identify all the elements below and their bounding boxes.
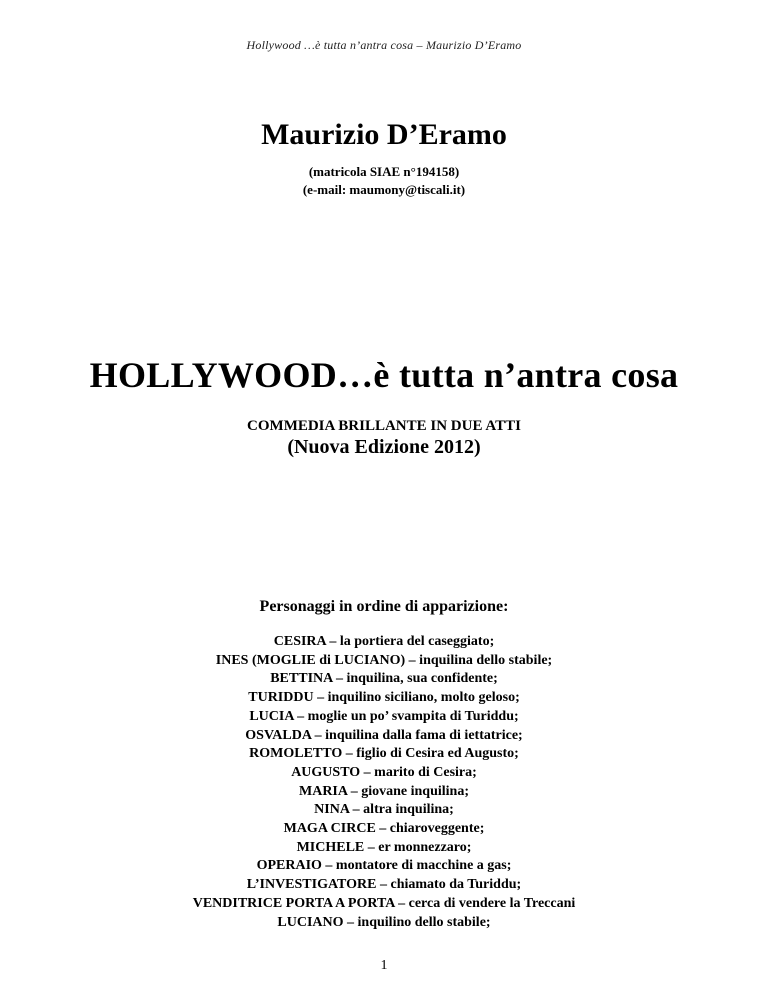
cast-item-augusto: AUGUSTO – marito di Cesira; <box>291 764 477 780</box>
cast-item-maria: MARIA – giovane inquilina; <box>299 783 469 799</box>
running-header: Hollywood …è tutta n’antra cosa – Maurizio D’Eramo <box>246 38 522 52</box>
cast-list <box>0 633 768 932</box>
author-email: (e-mail: maumony@tiscali.it) <box>302 182 466 197</box>
cast-item-michele: MICHELE – er monnezzaro; <box>296 839 472 855</box>
play-title: HOLLYWOOD…è tutta n’antra cosa <box>89 355 679 395</box>
cast-item-venditrice: VENDITRICE PORTA A PORTA – cerca di vendere la Treccani <box>192 895 576 911</box>
cast-item-investigatore: L’INVESTIGATORE – chiamato da Turiddu; <box>246 877 522 893</box>
cast-item-bettina: BETTINA – inquilina, sua confidente; <box>270 671 498 687</box>
cast-heading: Personaggi in ordine di apparizione: <box>259 598 509 615</box>
cast-item-lucia: LUCIA – moglie un po’ svampita di Turiddu; <box>249 708 519 724</box>
cast-item-cesira: CESIRA – la portiera del caseggiato; <box>273 634 495 649</box>
cast-item-turiddu: TURIDDU – inquilino siciliano, molto geloso; <box>248 690 520 706</box>
cast-item-luciano: LUCIANO – inquilino dello stabile; <box>277 914 491 930</box>
cast-item-operaio: OPERAIO – montatore di macchine a gas; <box>256 858 512 874</box>
cast-item-osvalda: OSVALDA – inquilina dalla fama di iettatrice; <box>245 727 523 743</box>
page-number: 1 <box>380 958 388 973</box>
play-edition: (Nuova Edizione 2012) <box>287 436 481 458</box>
cast-item-maga-circe: MAGA CIRCE – chiaroveggente; <box>283 821 485 837</box>
cast-item-romoletto: ROMOLETTO – figlio di Cesira ed Augusto; <box>249 746 519 762</box>
cast-item-ines: INES (MOGLIE di LUCIANO) – inquilina dello stabile; <box>215 652 553 668</box>
cast-item-nina: NINA – altra inquilina; <box>314 802 454 818</box>
author-name: Maurizio D’Eramo <box>261 118 507 151</box>
siae-registration: (matricola SIAE n°194158) <box>308 164 460 179</box>
play-genre: COMMEDIA BRILLANTE IN DUE ATTI <box>247 418 521 434</box>
